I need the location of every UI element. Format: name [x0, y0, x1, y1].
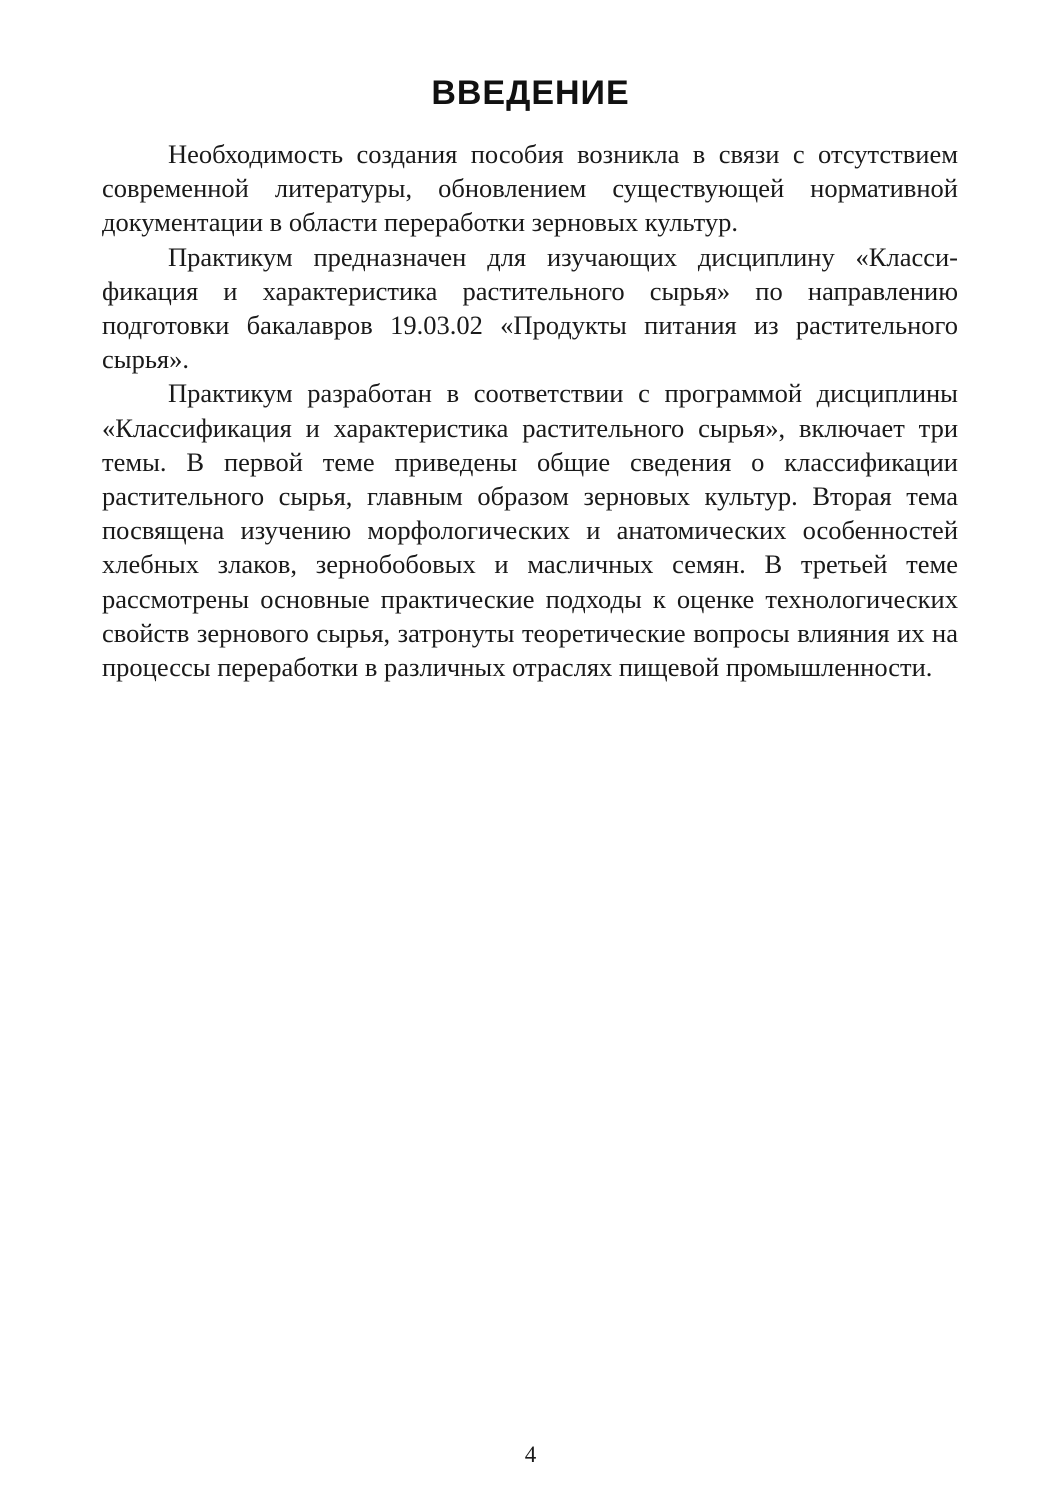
paragraph-2: Практикум предназначен для изучающих дисциплину «Классификация и характеристика растительного сырья» по направлению подготовки бакалавров 19.03.02 «Продукты питания из растительного сырья».: [102, 241, 958, 375]
paragraph-1: Необходимость создания пособия возникла в связи с отсутствием современной литературы, обновлением существующей нормативной документации в области переработки зерновых культур.: [102, 139, 958, 238]
page-number: 4: [524, 1442, 537, 1467]
paragraph-3: Практикум разработан в соответствии с программой дисциплины «Классификация и характеристика растительного сырья», включает три темы. В первой теме приведены общие сведения о классификации растительного сырья, главным образом зерновых культур. Вторая тема посвящена изучению морфологических и анатомических особенностей хлебных злаков, зернобобовых и масличных семян. В третьей теме рассмотрены основные практические подходы к оценке технологических свойств зернового сырья, затронуты теоретические вопросы влияния их на процессы переработки в различных отраслях пищевой промышленности.: [102, 378, 958, 683]
body-text: [102, 137, 958, 684]
page-title: ВВЕДЕНИЕ: [431, 74, 630, 112]
